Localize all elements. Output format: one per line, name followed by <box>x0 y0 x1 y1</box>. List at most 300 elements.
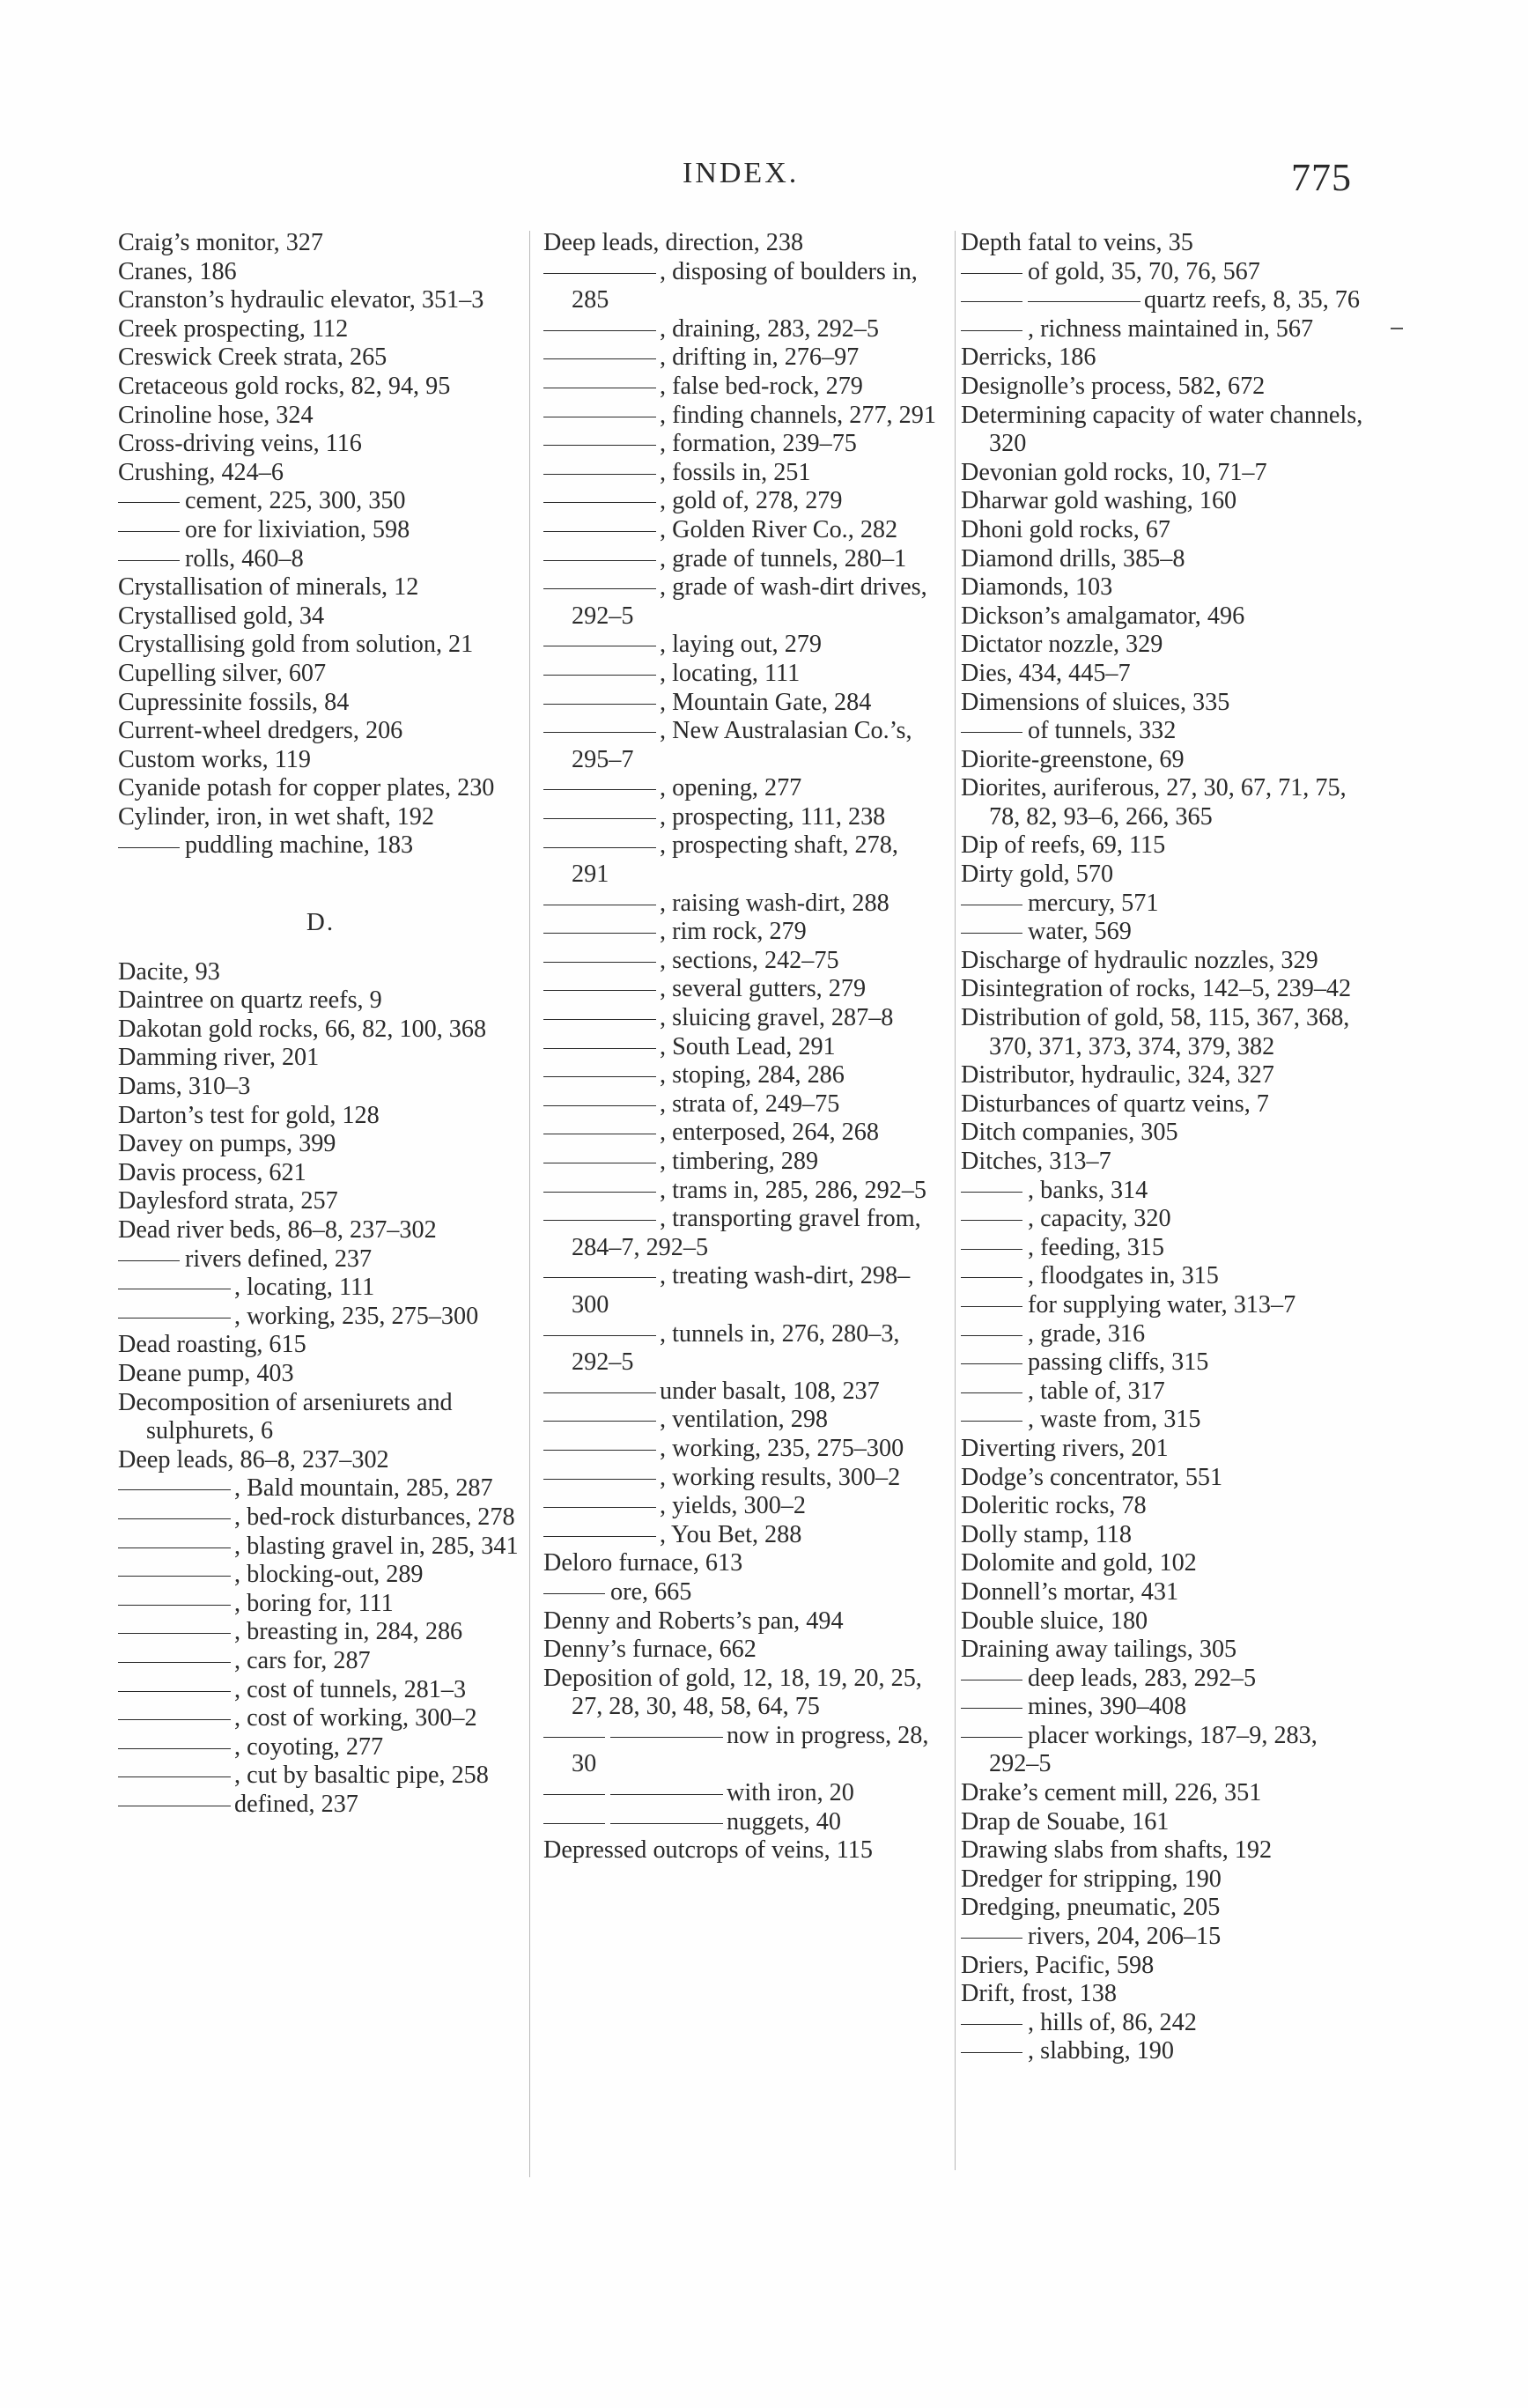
index-subentry <box>543 689 941 718</box>
entry-text: Dies, 434, 445–7 <box>961 659 1131 687</box>
index-subentry <box>961 315 1368 344</box>
entry-text: water, 569 <box>1028 918 1132 946</box>
index-entry <box>118 602 523 632</box>
ditto-dash <box>961 933 1022 934</box>
entry-text: Disturbances of quartz veins, 7 <box>961 1090 1269 1118</box>
ditto-dash <box>118 502 180 503</box>
index-subentry <box>543 803 941 832</box>
index-subentry <box>118 1474 523 1503</box>
entry-text: Ditch companies, 305 <box>961 1119 1178 1147</box>
index-subentry <box>118 1704 523 1733</box>
entry-text: , grade, 316 <box>1028 1319 1146 1348</box>
ditto-dash <box>961 301 1022 302</box>
entry-text: Derricks, 186 <box>961 343 1096 372</box>
index-subentry <box>118 516 523 545</box>
index-entry <box>961 947 1368 976</box>
entry-text: , You Bet, 288 <box>660 1520 802 1548</box>
index-subentry <box>118 1618 523 1647</box>
index-entry <box>961 831 1368 861</box>
entry-text: , raising wash-dirt, 288 <box>660 889 889 917</box>
ditto-dash <box>118 847 180 848</box>
entry-text: , boring for, 111 <box>234 1589 394 1617</box>
entry-text: rivers, 204, 206–15 <box>1028 1923 1222 1951</box>
index-entry <box>118 1389 523 1446</box>
column-divider <box>529 231 530 2177</box>
entry-text: , strata of, 249–75 <box>660 1090 840 1118</box>
entry-text: , fossils in, 251 <box>660 458 811 486</box>
index-entry <box>961 402 1368 459</box>
index-subentry <box>961 1262 1368 1291</box>
index-entry <box>961 229 1368 258</box>
index-entry <box>961 1148 1368 1177</box>
index-entry <box>118 660 523 689</box>
index-subentry <box>961 1177 1368 1206</box>
entry-text: Depth fatal to veins, 35 <box>961 229 1193 256</box>
index-subentry <box>961 1665 1368 1694</box>
ditto-dash <box>543 1019 656 1020</box>
entry-text: Dredger for stripping, 190 <box>961 1865 1222 1893</box>
entry-text: Dead river beds, 86–8, 237–302 <box>118 1216 437 1244</box>
index-column-2 <box>543 229 941 1865</box>
index-subentry <box>118 1791 523 1820</box>
entry-text: , South Lead, 291 <box>660 1032 836 1060</box>
entry-text: quartz reefs, 8, 35, 76 <box>1144 286 1360 314</box>
index-entry <box>118 286 523 315</box>
ditto-dash <box>543 588 656 589</box>
ditto-dash <box>543 675 656 676</box>
entry-text: Dolly stamp, 118 <box>961 1520 1132 1548</box>
ditto-dash <box>543 1048 656 1049</box>
ditto-dash <box>118 1719 231 1720</box>
ditto-dash <box>610 1737 723 1738</box>
entry-text: , enterposed, 264, 268 <box>660 1119 879 1147</box>
entry-text: , grade of wash-dirt drives, 292–5 <box>572 573 927 630</box>
entry-text: Dacite, 93 <box>118 957 220 986</box>
ditto-dash <box>118 1691 231 1692</box>
entry-text: Craig’s monitor, 327 <box>118 229 323 256</box>
index-entry <box>118 958 523 987</box>
entry-text: Drake’s cement mill, 226, 351 <box>961 1779 1262 1807</box>
ditto-dash <box>118 1489 231 1490</box>
index-entry <box>961 1894 1368 1923</box>
entry-text: , slabbing, 190 <box>1028 2037 1174 2065</box>
ditto-dash <box>543 818 656 819</box>
entry-text: Cylinder, iron, in wet shaft, 192 <box>118 802 434 831</box>
entry-text: Double sluice, 180 <box>961 1607 1148 1635</box>
index-entry <box>118 1159 523 1188</box>
index-entry <box>961 1607 1368 1636</box>
ditto-dash <box>543 502 656 503</box>
entry-text: Diverting rivers, 201 <box>961 1434 1169 1462</box>
ditto-dash <box>1028 301 1140 302</box>
entry-text: Ditches, 313–7 <box>961 1148 1111 1175</box>
entry-text: Dead roasting, 615 <box>118 1331 306 1359</box>
index-subentry <box>961 1234 1368 1263</box>
index-subentry <box>543 1378 941 1407</box>
entry-text: Deep leads, 86–8, 237–302 <box>118 1445 389 1474</box>
entry-text: Dickson’s amalgamator, 496 <box>961 602 1245 630</box>
index-entry <box>118 1016 523 1045</box>
index-entry <box>118 1044 523 1073</box>
index-entry <box>961 975 1368 1004</box>
entry-text: , tunnels in, 276, 280–3, 292–5 <box>572 1319 900 1377</box>
entry-text: Dredging, pneumatic, 205 <box>961 1894 1221 1922</box>
ditto-dash <box>543 704 656 705</box>
entry-text: Deloro furnace, 613 <box>543 1549 743 1577</box>
entry-text: defined, 237 <box>234 1790 358 1818</box>
index-entry <box>961 1464 1368 1493</box>
index-subentry <box>543 947 941 976</box>
entry-text: nuggets, 40 <box>727 1807 841 1836</box>
index-subentry <box>543 1578 941 1607</box>
index-subentry <box>118 1303 523 1332</box>
entry-text: with iron, 20 <box>727 1779 854 1807</box>
entry-text: Dip of reefs, 69, 115 <box>961 831 1166 860</box>
index-entry <box>118 746 523 775</box>
entry-text: , finding channels, 277, 291 <box>660 401 936 429</box>
entry-text: Crystallisation of minerals, 12 <box>118 573 419 602</box>
index-entry <box>118 774 523 803</box>
ditto-dash <box>961 330 1022 331</box>
index-entry <box>961 631 1368 660</box>
entry-text: puddling machine, 183 <box>185 831 414 860</box>
entry-text: , Golden River Co., 282 <box>660 515 898 543</box>
index-entry <box>961 1636 1368 1665</box>
index-subentry <box>543 1090 941 1119</box>
entry-text: Drift, frost, 138 <box>961 1980 1117 2008</box>
index-entry <box>543 1836 941 1865</box>
ditto-dash <box>118 1547 231 1548</box>
index-entry <box>961 602 1368 632</box>
index-subentry <box>961 1406 1368 1435</box>
entry-text: , grade of tunnels, 280–1 <box>660 544 907 572</box>
ditto-dash <box>543 474 656 475</box>
ditto-dash <box>543 330 656 331</box>
ditto-dash <box>543 531 656 532</box>
index-subentry <box>543 890 941 919</box>
entry-text: , coyoting, 277 <box>234 1732 384 1761</box>
index-entry <box>961 1865 1368 1895</box>
entry-text: , cars for, 287 <box>234 1646 371 1674</box>
entry-text: Cranes, 186 <box>118 257 237 285</box>
index-entry <box>118 258 523 287</box>
index-subentry <box>543 402 941 431</box>
entry-text: cement, 225, 300, 350 <box>185 487 406 515</box>
ditto-dash <box>543 1105 656 1106</box>
entry-text: , blasting gravel in, 285, 341 <box>234 1532 519 1560</box>
entry-text: , rim rock, 279 <box>660 918 807 946</box>
entry-text: Devonian gold rocks, 10, 71–7 <box>961 458 1267 486</box>
index-subentry <box>543 975 941 1004</box>
index-subentry <box>118 1503 523 1533</box>
index-entry <box>118 803 523 832</box>
entry-text: Damming river, 201 <box>118 1044 320 1072</box>
entry-text: , drifting in, 276–97 <box>660 343 860 372</box>
margin-mark <box>1391 328 1403 329</box>
index-column-3 <box>961 229 1368 2066</box>
index-entry <box>961 660 1368 689</box>
entry-text: Cupelling silver, 607 <box>118 659 327 687</box>
index-subentry <box>543 315 941 344</box>
index-entry <box>961 1492 1368 1521</box>
entry-text: Creek prospecting, 112 <box>118 314 349 343</box>
index-entry <box>961 1090 1368 1119</box>
entry-text: Determining capacity of water channels, 320 <box>961 401 1363 458</box>
index-subentry <box>543 1435 941 1464</box>
index-subentry <box>961 1205 1368 1234</box>
ditto-dash <box>543 1335 656 1336</box>
index-entry <box>961 1521 1368 1550</box>
entry-text: Decomposition of arseniurets and sulphurets, 6 <box>118 1388 453 1445</box>
entry-text: Deane pump, 403 <box>118 1359 294 1387</box>
index-subentry <box>961 1291 1368 1320</box>
index-subentry <box>118 1245 523 1274</box>
ditto-dash <box>961 1938 1022 1939</box>
ditto-dash <box>961 1277 1022 1278</box>
entry-text: Doleritic rocks, 78 <box>961 1492 1147 1520</box>
index-subentry <box>961 2009 1368 2038</box>
entry-text: , feeding, 315 <box>1028 1233 1164 1261</box>
entry-text: , Bald mountain, 285, 287 <box>234 1474 493 1503</box>
ditto-dash <box>543 1076 656 1077</box>
index-entry <box>118 402 523 431</box>
index-entry <box>961 746 1368 775</box>
entry-text: Dhoni gold rocks, 67 <box>961 515 1171 543</box>
index-subentry <box>543 1119 941 1148</box>
index-subentry <box>543 516 941 545</box>
entry-text: , timbering, 289 <box>660 1148 819 1175</box>
index-subentry <box>961 717 1368 746</box>
index-subentry <box>118 1676 523 1705</box>
index-entry <box>961 1808 1368 1837</box>
entry-text: Drap de Souabe, 161 <box>961 1807 1170 1836</box>
index-subentry <box>543 1033 941 1062</box>
index-entry <box>961 459 1368 488</box>
ditto-dash <box>543 1392 656 1393</box>
ditto-dash <box>543 358 656 359</box>
index-subentry <box>543 774 941 803</box>
index-subentry <box>543 1205 941 1262</box>
index-column-1 <box>118 229 523 1819</box>
ditto-dash <box>543 990 656 991</box>
entry-text: Depressed outcrops of veins, 115 <box>543 1836 873 1865</box>
entry-text: Distribution of gold, 58, 115, 367, 368, 370, 371, 373, 374, 379, 382 <box>961 1004 1350 1060</box>
entry-text: mercury, 571 <box>1028 889 1159 917</box>
ditto-dash <box>543 1479 656 1480</box>
running-header: INDEX. <box>683 157 800 189</box>
ditto-dash <box>961 1220 1022 1221</box>
index-subentry <box>543 258 941 315</box>
entry-text: Crystallised gold, 34 <box>118 602 325 630</box>
index-entry <box>118 1073 523 1102</box>
entry-text: Cross-driving veins, 116 <box>118 430 362 458</box>
entry-text: , Mountain Gate, 284 <box>660 688 872 716</box>
index-entry <box>961 1779 1368 1808</box>
index-subentry <box>543 1004 941 1033</box>
index-subentry <box>543 1148 941 1177</box>
ditto-dash <box>961 1249 1022 1250</box>
entry-text: Daylesford strata, 257 <box>118 1187 338 1215</box>
index-subentry <box>543 1808 941 1837</box>
entry-text: Donnell’s mortar, 431 <box>961 1577 1179 1606</box>
entry-text: under basalt, 108, 237 <box>660 1377 880 1405</box>
index-subentry <box>543 1406 941 1435</box>
index-entry <box>118 1216 523 1245</box>
entry-text: Dodge’s concentrator, 551 <box>961 1463 1223 1491</box>
index-subentry <box>118 1762 523 1791</box>
entry-text: , yields, 300–2 <box>660 1492 806 1520</box>
entry-text: Diorites, auriferous, 27, 30, 67, 71, 75, 78, 82, 93–6, 266, 365 <box>961 774 1347 831</box>
index-subentry <box>543 1521 941 1550</box>
ditto-dash <box>961 1192 1022 1193</box>
index-entry <box>543 1607 941 1636</box>
entry-text: , stoping, 284, 286 <box>660 1061 845 1090</box>
index-entry <box>118 315 523 344</box>
index-subentry <box>543 343 941 373</box>
ditto-dash <box>543 560 656 561</box>
ditto-dash <box>118 1748 231 1749</box>
entry-text: , cut by basaltic pipe, 258 <box>234 1762 489 1790</box>
entry-text: Draining away tailings, 305 <box>961 1636 1237 1664</box>
entry-text: , cost of working, 300–2 <box>234 1704 477 1732</box>
ditto-dash <box>118 1633 231 1634</box>
index-subentry <box>961 2037 1368 2066</box>
ditto-dash <box>543 273 656 274</box>
entry-text: Deep leads, direction, 238 <box>543 229 804 256</box>
ditto-dash <box>543 1536 656 1537</box>
index-subentry <box>961 258 1368 287</box>
index-subentry <box>961 918 1368 947</box>
ditto-dash <box>961 1708 1022 1709</box>
entry-text: , bed-rock disturbances, 278 <box>234 1503 515 1531</box>
entry-text: , trams in, 285, 286, 292–5 <box>660 1176 927 1204</box>
index-entry <box>961 1578 1368 1607</box>
index-subentry <box>543 1492 941 1521</box>
entry-text: , locating, 111 <box>234 1274 375 1302</box>
index-entry <box>961 1004 1368 1061</box>
ditto-dash <box>543 1220 656 1221</box>
entry-text: , locating, 111 <box>660 659 801 687</box>
index-subentry <box>543 1464 941 1493</box>
index-subentry <box>118 1274 523 1303</box>
entry-text: Crinoline hose, 324 <box>118 401 314 429</box>
entry-text: Disintegration of rocks, 142–5, 239–42 <box>961 975 1352 1003</box>
index-entry <box>961 1549 1368 1578</box>
index-subentry <box>543 1722 941 1779</box>
index-subentry <box>543 918 941 947</box>
entry-text: , working, 235, 275–300 <box>234 1302 479 1330</box>
entry-text: Distributor, hydraulic, 324, 327 <box>961 1061 1274 1090</box>
ditto-dash <box>118 531 180 532</box>
entry-text: , sluicing gravel, 287–8 <box>660 1004 894 1032</box>
entry-text: , richness maintained in, 567 <box>1028 314 1314 343</box>
index-subentry <box>543 1177 941 1206</box>
entry-text: , prospecting, 111, 238 <box>660 802 886 831</box>
entry-text: Davey on pumps, 399 <box>118 1130 336 1158</box>
index-entry <box>961 573 1368 602</box>
entry-text: Dolomite and gold, 102 <box>961 1549 1197 1577</box>
index-subentry <box>543 831 941 889</box>
ditto-dash <box>543 962 656 963</box>
index-entry <box>961 774 1368 831</box>
index-entry <box>543 229 941 258</box>
index-subentry <box>543 1779 941 1808</box>
ditto-dash <box>543 1593 605 1594</box>
entry-text: rolls, 460–8 <box>185 544 304 572</box>
entry-text: Diorite-greenstone, 69 <box>961 745 1185 773</box>
ditto-dash <box>543 933 656 934</box>
entry-text: deep leads, 283, 292–5 <box>1028 1664 1257 1692</box>
entry-text: Cretaceous gold rocks, 82, 94, 95 <box>118 372 451 400</box>
entry-text: Drawing slabs from shafts, 192 <box>961 1836 1273 1865</box>
entry-text: , sections, 242–75 <box>660 946 839 974</box>
index-entry <box>118 1446 523 1475</box>
section-heading: D. <box>306 908 336 937</box>
ditto-dash <box>543 1192 656 1193</box>
entry-text: , false bed-rock, 279 <box>660 372 863 400</box>
ditto-dash <box>543 1421 656 1422</box>
index-entry <box>118 986 523 1016</box>
index-entry <box>118 1130 523 1159</box>
index-subentry <box>961 1923 1368 1952</box>
index-subentry <box>543 430 941 459</box>
entry-text: of tunnels, 332 <box>1028 717 1177 745</box>
ditto-dash <box>961 1421 1022 1422</box>
ditto-dash <box>118 1518 231 1519</box>
page-number: 775 <box>1291 156 1352 199</box>
index-entry <box>118 1331 523 1360</box>
ditto-dash <box>961 273 1022 274</box>
entry-text: , table of, 317 <box>1028 1377 1165 1405</box>
entry-text: , draining, 283, 292–5 <box>660 314 879 343</box>
ditto-dash <box>543 1794 605 1795</box>
index-entry <box>961 1061 1368 1090</box>
ditto-dash <box>610 1823 723 1824</box>
entry-text: ore for lixiviation, 598 <box>185 515 410 543</box>
index-subentry <box>118 1533 523 1562</box>
index-subentry <box>543 545 941 574</box>
entry-text: , disposing of boulders in, 285 <box>572 257 918 314</box>
ditto-dash <box>961 1392 1022 1393</box>
entry-text: , blocking-out, 289 <box>234 1561 424 1589</box>
ditto-dash <box>543 1277 656 1278</box>
index-subentry <box>118 831 523 861</box>
entry-text: Dams, 310–3 <box>118 1073 251 1101</box>
index-subentry <box>961 286 1368 315</box>
entry-text: Diamond drills, 385–8 <box>961 544 1185 572</box>
entry-text: , cost of tunnels, 281–3 <box>234 1675 467 1703</box>
entry-text: , breasting in, 284, 286 <box>234 1618 463 1646</box>
ditto-dash <box>118 1605 231 1606</box>
ditto-dash <box>118 1576 231 1577</box>
ditto-dash <box>961 2024 1022 2025</box>
entry-text: passing cliffs, 315 <box>1028 1348 1209 1377</box>
index-entry <box>961 373 1368 402</box>
index-subentry <box>961 1722 1368 1779</box>
entry-text: , floodgates in, 315 <box>1028 1262 1219 1290</box>
entry-text: , gold of, 278, 279 <box>660 487 843 515</box>
index-entry <box>118 1360 523 1389</box>
index-subentry <box>543 717 941 774</box>
entry-text: , working, 235, 275–300 <box>660 1434 904 1462</box>
entry-text: Crushing, 424–6 <box>118 458 284 486</box>
entry-text: for supplying water, 313–7 <box>1028 1290 1296 1318</box>
index-entry <box>118 689 523 718</box>
index-subentry <box>543 573 941 631</box>
ditto-dash <box>118 1662 231 1663</box>
ditto-dash <box>543 732 656 733</box>
entry-text: , several gutters, 279 <box>660 975 867 1003</box>
